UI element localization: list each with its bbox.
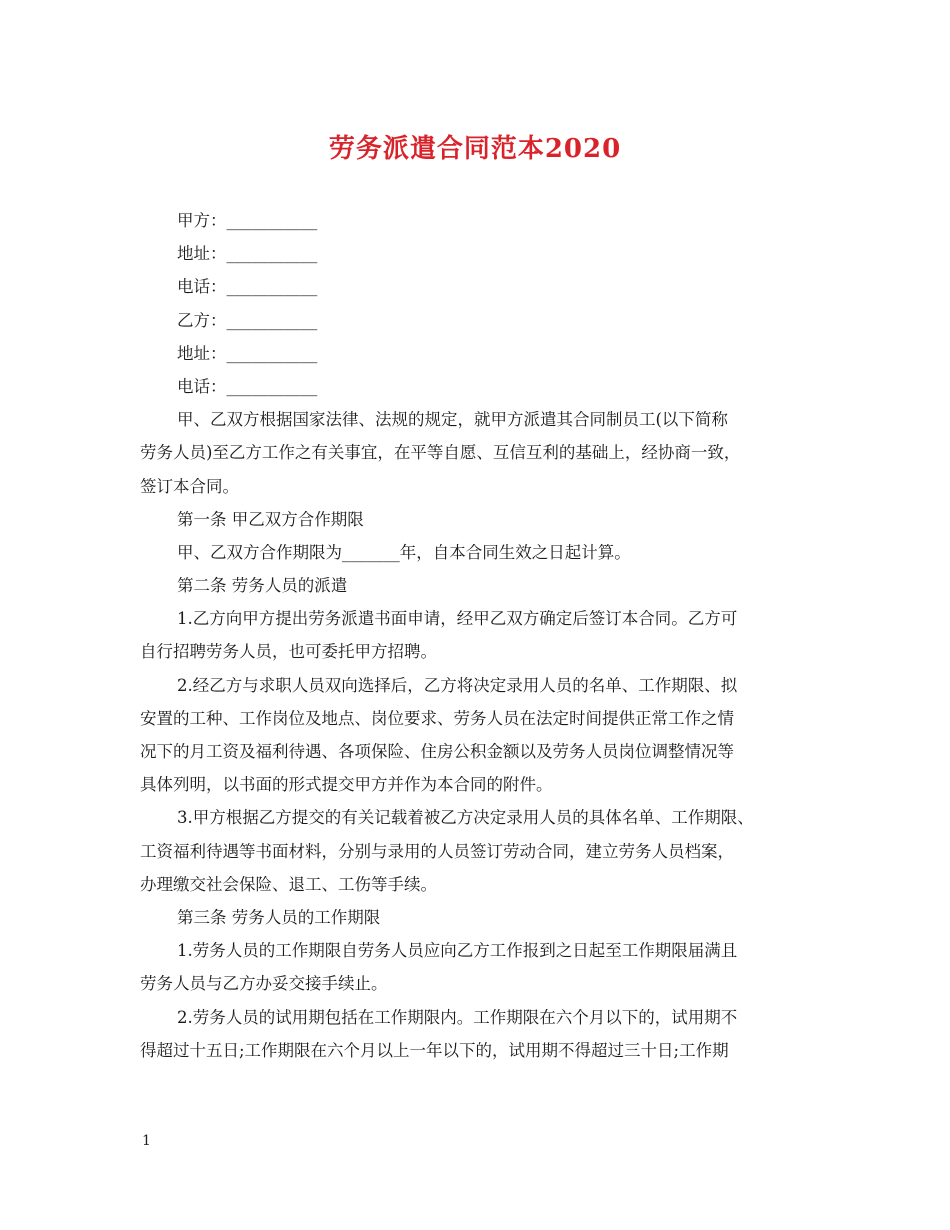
page-number: 1 bbox=[142, 1133, 151, 1149]
paragraph-line: 自行招聘劳务人员，也可委托甲方招聘。 bbox=[140, 642, 437, 662]
paragraph-line: 工资福利待遇等书面材料，分别与录用的人员签订劳动合同，建立劳务人员档案， bbox=[140, 841, 734, 861]
paragraph-line: 2.劳务人员的试用期包括在工作期限内。工作期限在六个月以下的，试用期不 bbox=[177, 1007, 738, 1027]
line-phone-b: 电话：___________ bbox=[177, 376, 318, 396]
paragraph-line: 2.经乙方与求职人员双向选择后，乙方将决定录用人员的名单、工作期限、拟 bbox=[177, 675, 738, 695]
paragraph-line: 况下的月工资及福利待遇、各项保险、住房公积金额以及劳务人员岗位调整情况等 bbox=[140, 742, 734, 761]
paragraph-line: 签订本合同。 bbox=[140, 476, 239, 496]
article-3-heading: 第三条 劳务人员的工作期限 bbox=[177, 907, 381, 927]
document-body bbox=[140, 204, 820, 1067]
paragraph-line: 甲、乙双方根据国家法律、法规的规定，就甲方派遣其合同制员工(以下简称 bbox=[177, 410, 728, 430]
paragraph-line: 3.甲方根据乙方提交的有关记载着被乙方决定录用人员的具体名单、工作期限、 bbox=[177, 808, 754, 828]
article-2-heading: 第二条 劳务人员的派遣 bbox=[177, 576, 348, 596]
line-phone-a: 电话：___________ bbox=[177, 277, 318, 297]
paragraph-line: 1.劳务人员的工作期限自劳务人员应向乙方工作报到之日起至工作期限届满且 bbox=[177, 941, 738, 961]
paragraph-line: 办理缴交社会保险、退工、工伤等手续。 bbox=[140, 874, 437, 894]
line-address-a: 地址：___________ bbox=[177, 244, 318, 264]
paragraph-line: 具体列明，以书面的形式提交甲方并作为本合同的附件。 bbox=[140, 775, 553, 795]
line-address-b: 地址：___________ bbox=[177, 343, 318, 363]
paragraph-line: 劳务人员与乙方办妥交接手续止。 bbox=[140, 974, 388, 994]
paragraph-line: 安置的工种、工作岗位及地点、岗位要求、劳务人员在法定时间提供正常工作之情 bbox=[140, 708, 734, 728]
document-title: 劳务派遣合同范本2020 bbox=[328, 134, 622, 164]
paragraph-line: 1.乙方向甲方提出劳务派遣书面申请，经甲乙双方确定后签订本合同。乙方可 bbox=[177, 609, 738, 629]
paragraph-line: 甲、乙双方合作期限为_______年，自本合同生效之日起计算。 bbox=[177, 542, 631, 562]
article-1-heading: 第一条 甲乙双方合作期限 bbox=[177, 509, 364, 529]
paragraph-line: 得超过十五日;工作期限在六个月以上一年以下的，试用期不得超过三十日;工作期 bbox=[140, 1040, 729, 1060]
paragraph-line: 劳务人员)至乙方工作之有关事宜，在平等自愿、互信互利的基础上，经协商一致， bbox=[140, 443, 741, 463]
line-party-b: 乙方：___________ bbox=[177, 310, 318, 330]
line-party-a: 甲方：___________ bbox=[177, 211, 318, 230]
